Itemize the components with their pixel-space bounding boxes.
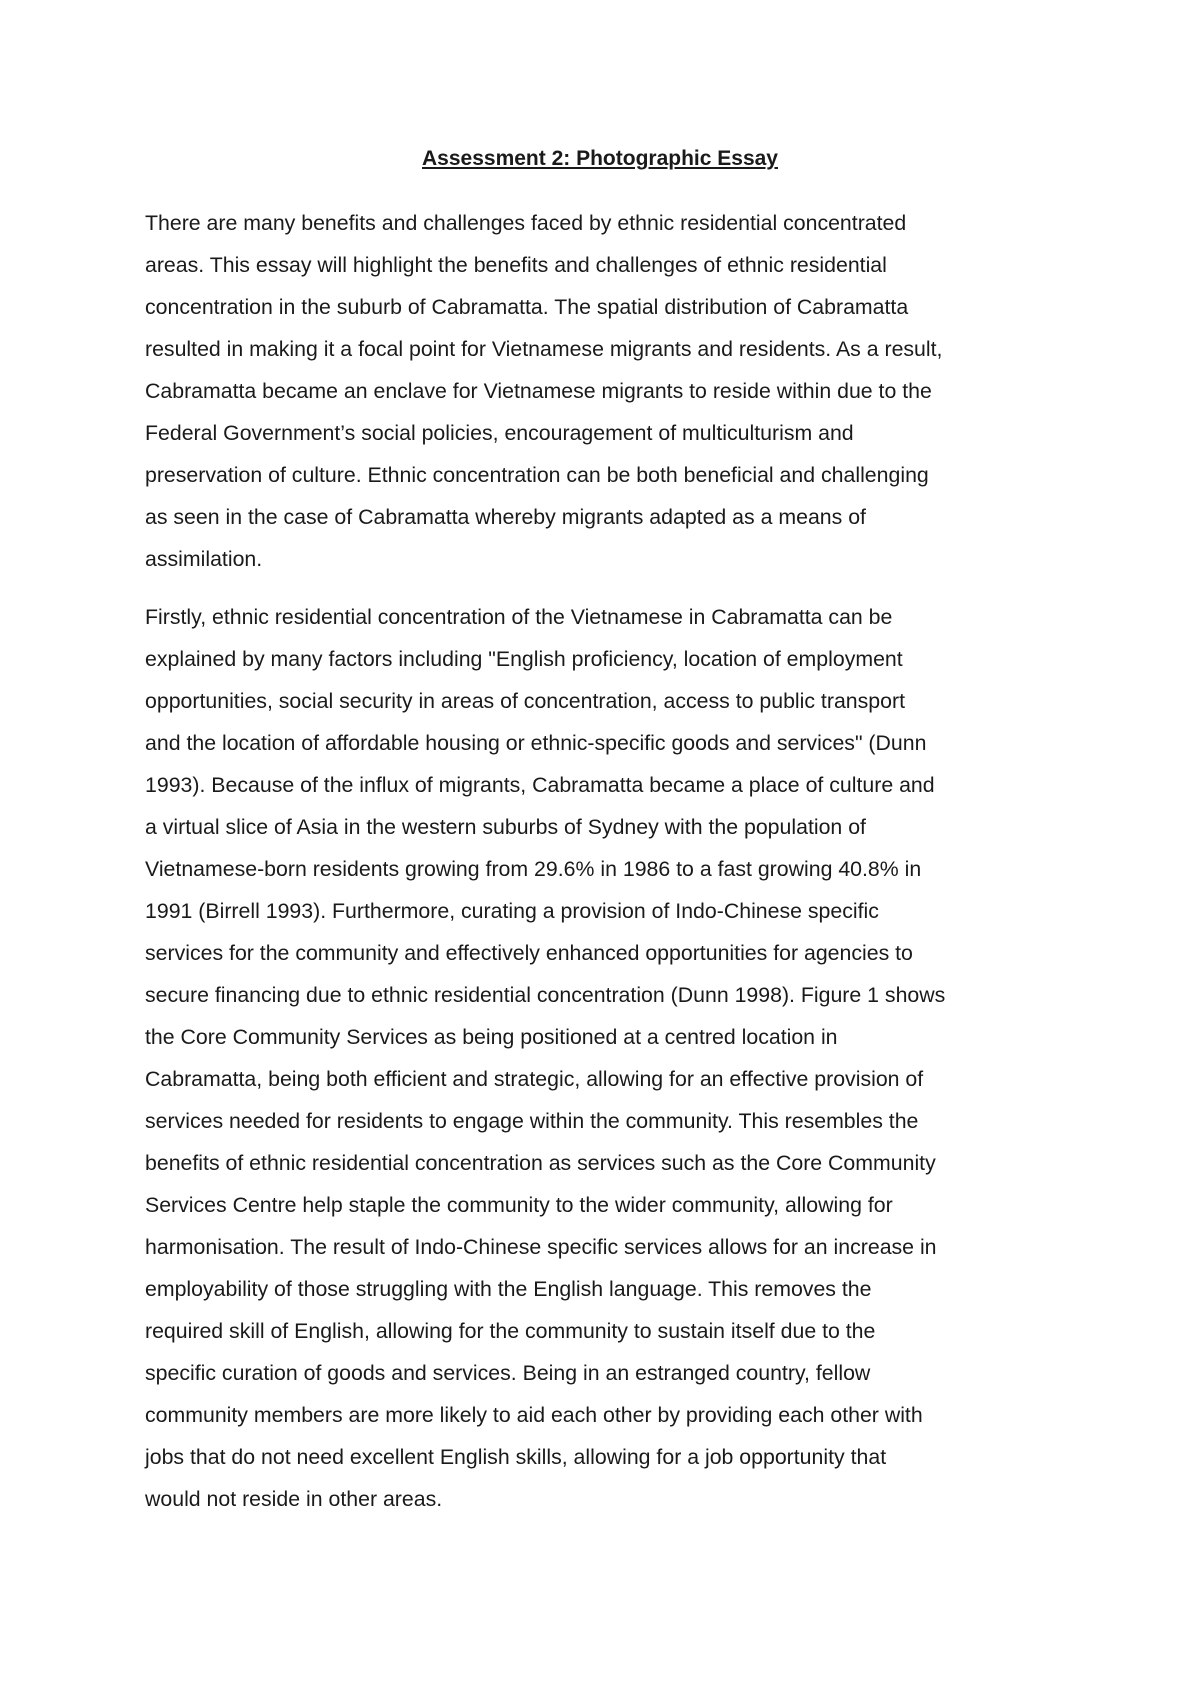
text-line: as seen in the case of Cabramatta whereby migrants adapted as a means of xyxy=(145,505,866,529)
text-line: areas. This essay will highlight the benefits and challenges of ethnic residential xyxy=(145,253,887,277)
text-line: would not reside in other areas. xyxy=(145,1487,443,1511)
document-title: Assessment 2: Photographic Essay xyxy=(422,147,778,170)
text-line: required skill of English, allowing for the community to sustain itself due to the xyxy=(145,1319,876,1343)
text-line: services for the community and effectively enhanced opportunities for agencies to xyxy=(145,941,913,965)
text-line: Firstly, ethnic residential concentration of the Vietnamese in Cabramatta can be xyxy=(145,605,893,629)
text-line: jobs that do not need excellent English skills, allowing for a job opportunity that xyxy=(145,1445,887,1469)
text-line: 1991 (Birrell 1993). Furthermore, curating a provision of Indo-Chinese specific xyxy=(145,899,879,923)
text-line: employability of those struggling with the English language. This removes the xyxy=(145,1277,872,1301)
text-line: Cabramatta, being both efficient and strategic, allowing for an effective provision of xyxy=(145,1067,924,1091)
paragraph-body xyxy=(145,596,1075,1520)
text-line: concentration in the suburb of Cabramatta. The spatial distribution of Cabramatta xyxy=(145,295,909,319)
text-line: the Core Community Services as being positioned at a centred location in xyxy=(145,1025,838,1049)
text-line: 1993). Because of the influx of migrants, Cabramatta became a place of culture and xyxy=(145,773,935,797)
text-line: assimilation. xyxy=(145,547,263,571)
text-line: services needed for residents to engage within the community. This resembles the xyxy=(145,1109,919,1133)
text-line: secure financing due to ethnic residential concentration (Dunn 1998). Figure 1 shows xyxy=(145,983,946,1007)
text-line: resulted in making it a focal point for Vietnamese migrants and residents. As a result, xyxy=(145,337,943,361)
text-line: Federal Government’s social policies, encouragement of multiculturism and xyxy=(145,421,854,445)
text-line: Cabramatta became an enclave for Vietnamese migrants to reside within due to the xyxy=(145,379,932,403)
text-line: Services Centre help staple the community to the wider community, allowing for xyxy=(145,1193,893,1217)
document-body xyxy=(145,202,1075,1536)
text-line: explained by many factors including "English proficiency, location of employment xyxy=(145,647,903,671)
text-line: Vietnamese-born residents growing from 29.6% in 1986 to a fast growing 40.8% in xyxy=(145,857,922,881)
text-line: There are many benefits and challenges faced by ethnic residential concentrated xyxy=(145,211,907,235)
text-line: a virtual slice of Asia in the western suburbs of Sydney with the population of xyxy=(145,815,866,839)
text-line: benefits of ethnic residential concentration as services such as the Core Community xyxy=(145,1151,936,1175)
paragraph-introduction xyxy=(145,202,1075,580)
text-line: community members are more likely to aid each other by providing each other with xyxy=(145,1403,923,1427)
text-line: preservation of culture. Ethnic concentration can be both beneficial and challenging xyxy=(145,463,929,487)
text-line: specific curation of goods and services. Being in an estranged country, fellow xyxy=(145,1361,871,1385)
text-line: opportunities, social security in areas of concentration, access to public transport xyxy=(145,689,905,713)
text-line: and the location of affordable housing or ethnic-specific goods and services" (Dunn xyxy=(145,731,927,755)
text-line: harmonisation. The result of Indo-Chinese specific services allows for an increase in xyxy=(145,1235,937,1259)
